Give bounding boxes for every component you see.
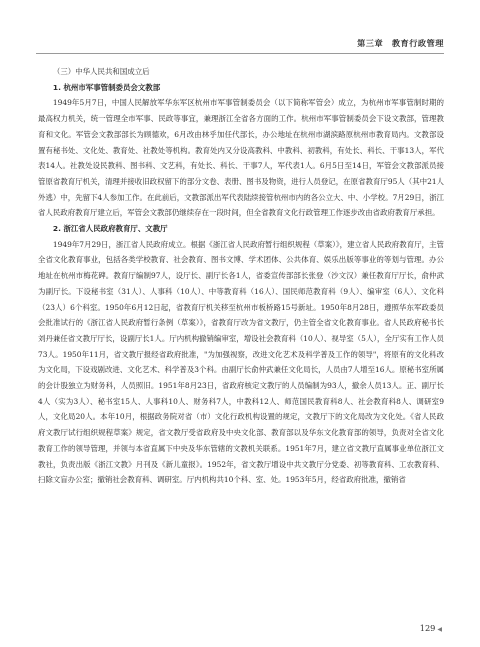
- subsection-heading-2: 2. 浙江省人民政府教育厅、文教厅: [52, 224, 168, 234]
- page-marker-icon: ◀: [437, 626, 442, 633]
- section-heading: （三）中华人民共和国成立后: [52, 67, 150, 76]
- running-header: 第三章 教育行政管理: [357, 38, 444, 48]
- paragraph-2: 1949年7月29日，浙江省人民政府成立。根据《浙江省人民政府暂行组织规程（草案）》，建立省人民政府教育厅，主管全省文化教育事业，包括各类学校教育、社会教育、图书文博、学术团体、公共体育、娱乐出版等事业的等划与管理。办公地址在杭州市梅花碑。教育厅编制97人，设厅长、副厅长各1人，省委宣传部部长张登（沙文汉）兼任教育厅厅长，俞仲武为副厅长。下设秘书室（31人）、人事科（10人）、中等教育科（16人）、国民师范教育科（9人）、编审室（6人）、文化科（23人）6个科室。1950年6月12日起，省教育厅机关移至杭州市板桥路15号新址。1950年8月28日，遵照华东军政委员会批准试行的《浙江省人民政府暂行条例（草案）》，省教育厅改为省文教厅，仍主管全省文化教育事业。省人民政府秘书长刘丹兼任省文教厅厅长，设副厅长1人。厅内机构撤销编审室，增设社会教育科（10人）、视导室（5人），全厅实有工作人员73人。1950年11月，省文教厅报经省政府批准，"为加强视察，改进文化艺术及科学普及工作的领导"，将原有的文化科改为文化局，下设戏剧改进、文化艺术、科学普及3个科。由副厅长俞仲武兼任文化局长，人员由7人增至16人。原秘书室所属的会计股独立为财务科，人员照旧。1951年8月23日，省政府核定文教厅的人员编制为93人，撤余人员13人。正、副厅长4人（实为3人）、秘书室15人、人事科10人、财务科7人，中教科12人、师范国民教育科8人、社会教育科8人、调研室9人，文化局20人。本年10月，根据政务院对省（市）文化行政机构设置的规定，文教厅下的文化局改为文化处。《省人民政府文教厅试行组织规程草案》规定，省文教厅受省政府及中央文化部、教育部以及华东文化教育部的领导，负责对全省文化教育工作的领导管理，并领与本省直属下中央及华东管辖的文教机关联系。1951年7月，建立省文教厅直属事业单位浙江文教社，负责出版《浙江文教》月刊及《新儿童报》。1952年，省文教厅增设中共文教厅分党委、初等教育科、工农教育科、扫除文盲办公室；撤销社会教育科、调研室。厅内机构共10个科、室、处。1953年5月，经省政府批准，撤销省: [38, 239, 444, 485]
- header-rule: [36, 53, 444, 54]
- page-footer: [420, 623, 442, 633]
- page-body: [38, 64, 444, 488]
- subsection-heading-1: 1. 杭州市军事管制委员会文教部: [52, 82, 161, 92]
- page-number: 129: [419, 623, 436, 633]
- paragraph-1: 1949年5月7日，中国人民解放军华东军区杭州市军事管制委员会（以下简称军管会）成立，为杭州市军事管制时期的最高权力机关，统一管理全市军事、民政等事宜，兼理浙江全省各方面的工作。杭州市军事管制委员会下设文教部，管理教育和文化。军管会文教部部长为顾德欢，6月改由林乎加任代部长，办公地址在杭州市湖滨路原杭州市教育局内。文教部设置有秘书处、文化处、教育处、社教处等机构。教育处内又分设高教科、中教科、初教科，有处长、科长、干事13人，军代表14人。社教处设民教科、图书科、文艺科，有处长、科长、干事7人，军代表1人。6月5日至14日，军管会文教部派员接管原省教育厅机关，清理并接收旧政权留下的部分文卷、表册、图书及物资，进行人员登记，在原省教育厅95人（其中21人外逃）中，先留下4人参加工作。在此前后，文教部派出军代表陆续接管杭州市内的各公立大、中、小学校。7月29日，浙江省人民政府教育厅建立后，军管会文教部仍继续存在一段时间，但全省教育文化行政管理工作逐步改由省政府教育厅承担。: [38, 98, 444, 218]
